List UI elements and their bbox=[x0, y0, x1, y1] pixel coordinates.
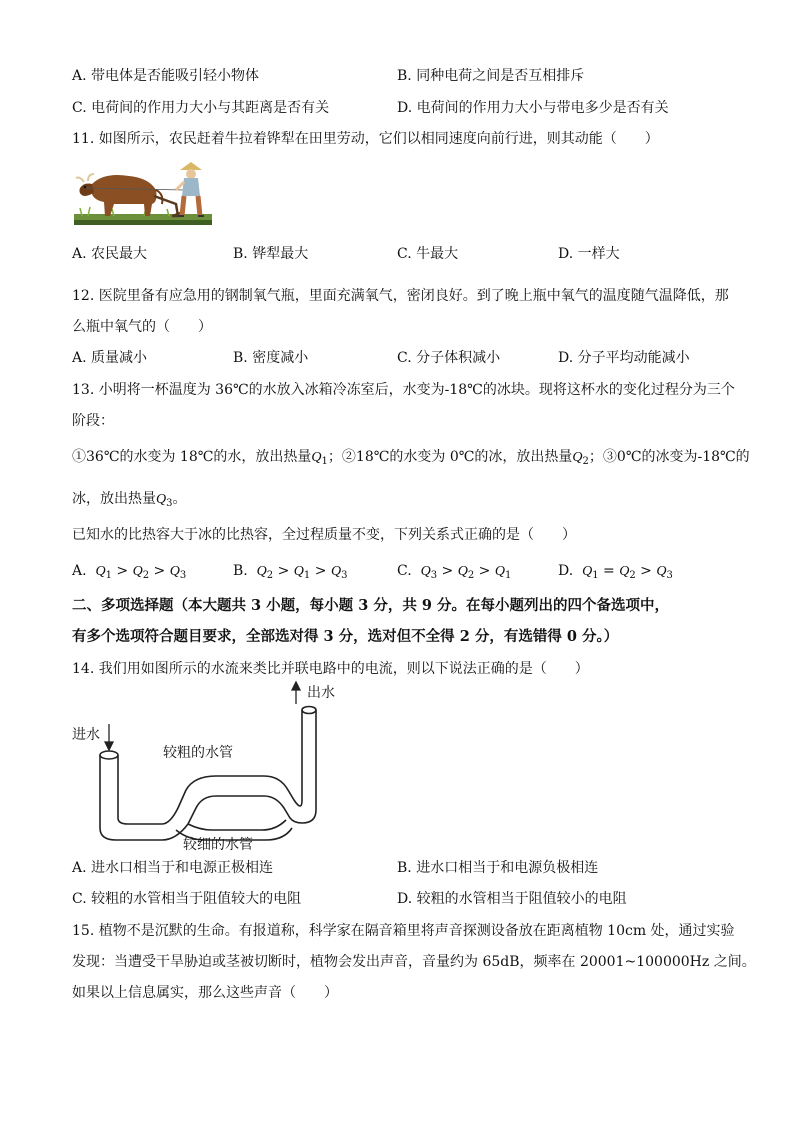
q13-option-c: C. $Q_3 > Q_2 > Q_1$ bbox=[397, 563, 512, 581]
q11-option-d: D. 一样大 bbox=[558, 246, 620, 262]
q14-option-c: C. 较粗的水管相当于阻值较大的电阻 bbox=[72, 891, 302, 907]
q12-stem-line2: 么瓶中氧气的（ ） bbox=[72, 319, 212, 335]
inlet-opening bbox=[100, 751, 118, 759]
q15-line1: 15. 植物不是沉默的生命。有报道称，科学家在隔音箱里将声音探测设备放在距离植物 10cm 处，通过实验 bbox=[72, 923, 735, 939]
farmer-ox-plow-illustration bbox=[74, 160, 214, 230]
q12-option-b: B. 密度减小 bbox=[233, 350, 309, 366]
pipe-outer-wall bbox=[100, 710, 316, 840]
q14-option-d: D. 较粗的水管相当于阻值较小的电阻 bbox=[397, 891, 627, 907]
q14-option-b: B. 进水口相当于和电源负极相连 bbox=[397, 860, 599, 876]
q10-option-b: B. 同种电荷之间是否互相排斥 bbox=[397, 68, 585, 84]
q12-option-a: A. 质量减小 bbox=[72, 350, 148, 366]
q1-symbol: Q bbox=[311, 450, 322, 465]
q11-option-a: A. 农民最大 bbox=[72, 246, 148, 262]
q13-option-b: B. $Q_2 > Q_1 > Q_3$ bbox=[233, 563, 348, 581]
q13-stage3-line2: 冰，放出热量$Q_3$。 bbox=[72, 491, 187, 509]
q11-stem: 11. 如图所示，农民赶着牛拉着铧犁在田里劳动，它们以相同速度向前行进，则其动能（ ） bbox=[72, 131, 659, 147]
section2-heading-line2: 有多个选项符合题目要求，全部选对得 3 分，选对但不全得 2 分，有选错得 0 分。） bbox=[72, 628, 619, 645]
q15-line2: 发现：当遭受干旱胁迫或茎被切断时，植物会发出声音，音量约为 65dB，频率在 20001~100000Hz 之间。 bbox=[72, 954, 756, 970]
q15-line3: 如果以上信息属实，那么这些声音（ ） bbox=[72, 985, 338, 1001]
q13-option-d: D. $Q_1 = Q_2 > Q_3$ bbox=[558, 563, 673, 581]
q13-stem-line2: 阶段： bbox=[72, 413, 114, 429]
outlet-label: 出水 bbox=[307, 685, 335, 701]
q2-symbol: Q bbox=[572, 450, 583, 465]
stage3-text: ；③0℃的冰变为-18℃的 bbox=[588, 449, 750, 465]
q12-option-d: D. 分子平均动能减小 bbox=[558, 350, 690, 366]
section2-heading-line1: 二、多项选择题（本大题共 3 小题，每小题 3 分，共 9 分。在每小题列出的四个备选项中， bbox=[72, 597, 670, 614]
q10-option-d: D. 电荷间的作用力大小与带电多少是否有关 bbox=[397, 100, 669, 116]
stage1-text: ①36℃的水变为 18℃的水，放出热量 bbox=[72, 449, 312, 465]
q11-option-c: C. 牛最大 bbox=[397, 246, 459, 262]
water-pipe-diagram bbox=[66, 680, 366, 855]
q10-option-a: A. 带电体是否能吸引轻小物体 bbox=[72, 68, 260, 84]
q14-option-a: A. 进水口相当于和电源正极相连 bbox=[72, 860, 274, 876]
pipe-inner-upper-wall bbox=[118, 710, 302, 824]
q14-stem: 14. 我们用如图所示的水流来类比并联电路中的电流，则以下说法正确的是（ ） bbox=[72, 661, 589, 677]
thin-pipe-label: 较细的水管 bbox=[183, 837, 253, 853]
inlet-label: 进水 bbox=[72, 727, 100, 743]
q10-option-c: C. 电荷间的作用力大小与其距离是否有关 bbox=[72, 100, 330, 116]
q13-condition: 已知水的比热容大于冰的比热容，全过程质量不变，下列关系式正确的是（ ） bbox=[72, 527, 576, 543]
q12-stem-line1: 12. 医院里备有应急用的钢制氧气瓶，里面充满氧气，密闭良好。到了晚上瓶中氧气的温度随气温降低，那 bbox=[72, 288, 729, 304]
stage2-text: ；②18℃的水变为 0℃的冰，放出热量 bbox=[327, 449, 573, 465]
outlet-opening bbox=[302, 707, 316, 714]
q11-option-b: B. 铧犁最大 bbox=[233, 246, 309, 262]
q13-option-a: A. $Q_1 > Q_2 > Q_3$ bbox=[72, 563, 187, 581]
q13-stages-line: ①36℃的水变为 18℃的水，放出热量$Q_1$；②18℃的水变为 0℃的冰，放出热量$Q_2$；③0℃的冰变为-18℃的 bbox=[72, 449, 750, 467]
q13-stem-line1: 13. 小明将一杯温度为 36℃的水放入冰箱冷冻室后，水变为-18℃的冰块。现将这杯水的变化过程分为三个 bbox=[72, 382, 735, 398]
thick-pipe-label: 较粗的水管 bbox=[163, 745, 233, 761]
q12-option-c: C. 分子体积减小 bbox=[397, 350, 501, 366]
farmer-icon bbox=[176, 162, 204, 216]
